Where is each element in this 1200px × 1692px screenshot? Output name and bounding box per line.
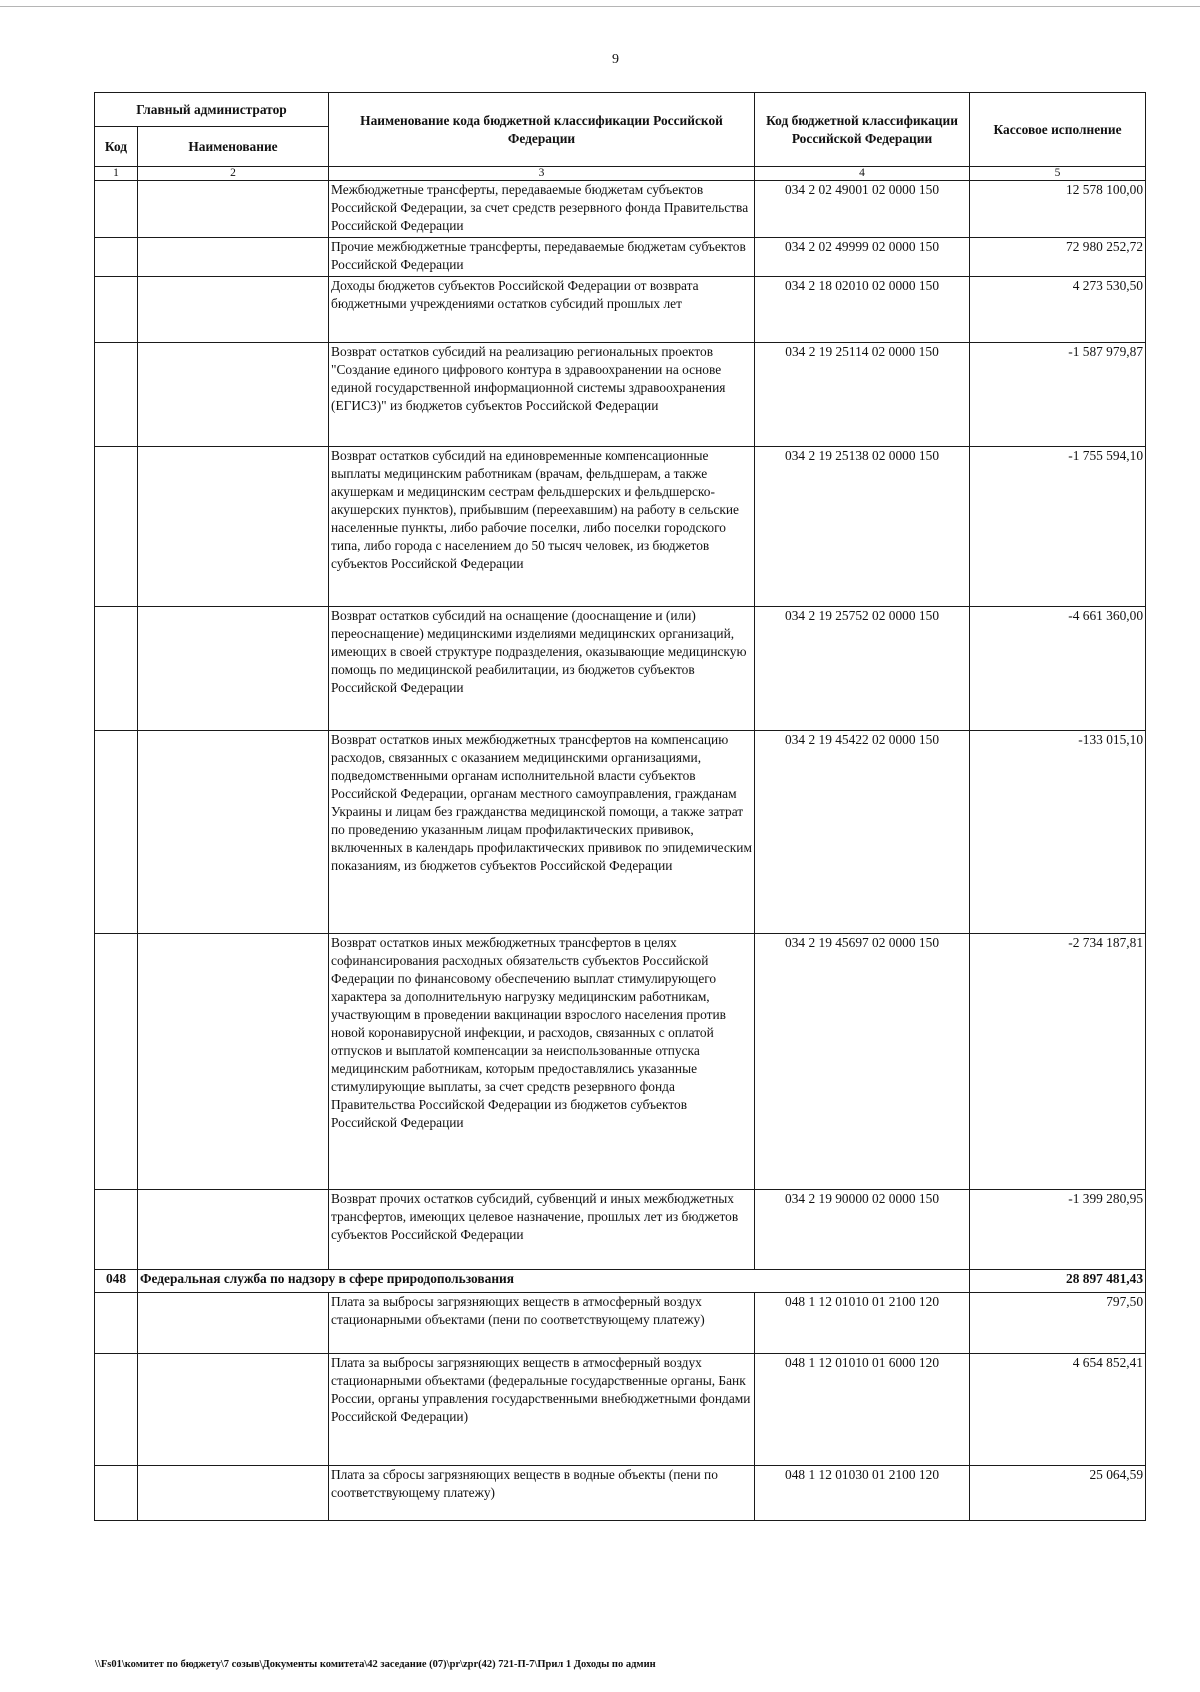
kbk-code-cell: 034 2 19 90000 02 0000 150 [755, 1190, 970, 1270]
table-row [95, 343, 1146, 447]
amount-cell: 797,50 [970, 1293, 1146, 1354]
admin-code-cell [95, 934, 138, 1190]
kbk-name-cell: Возврат остатков субсидий на единовременные компенсационные выплаты медицинским работникам (врачам, фельдшерам, а также акушеркам и медицинским сестрам фельдшерских и фельдшерско-акушерских пунктов), прибывшим (переехавшим) на работу в сельские населенные пункты, либо рабочие поселки, либо поселки городского типа, либо города с населением до 50 тысяч человек, из бюджетов субъектов Российской Федерации [329, 447, 755, 607]
kbk-code-cell: 034 2 19 25138 02 0000 150 [755, 447, 970, 607]
kbk-name-cell: Доходы бюджетов субъектов Российской Федерации от возврата бюджетными учреждениями остатков субсидий прошлых лет [329, 277, 755, 343]
kbk-code-cell: 034 2 19 45422 02 0000 150 [755, 731, 970, 934]
table-row [95, 1190, 1146, 1270]
table-row [95, 1466, 1146, 1521]
admin-name-cell [138, 343, 329, 447]
amount-cell: -4 661 360,00 [970, 607, 1146, 731]
admin-code-cell [95, 1466, 138, 1521]
admin-name: Федеральная служба по надзору в сфере природопользования [138, 1270, 970, 1293]
column-number: 2 [138, 167, 329, 181]
admin-code-cell [95, 343, 138, 447]
admin-row [95, 1270, 1146, 1293]
file-path-footer: \\Fs01\комитет по бюджету\7 созыв\Документы комитета\42 заседание (07)\pr\zpr(42) 721-П-7\Прил 1 Доходы по админ [95, 1659, 656, 1670]
header-main-admin: Главный администратор [95, 93, 329, 127]
kbk-name-cell: Плата за выбросы загрязняющих веществ в атмосферный воздух стационарными объектами (пени по соответствующему платежу) [329, 1293, 755, 1354]
kbk-name-cell: Возврат остатков субсидий на оснащение (дооснащение и (или) переоснащение) медицинскими изделиями медицинских организаций, имеющих в своей структуре подразделения, оказывающие медицинскую помощь по медицинской реабилитации, из бюджетов субъектов Российской Федерации [329, 607, 755, 731]
table-row [95, 934, 1146, 1190]
amount-cell: -2 734 187,81 [970, 934, 1146, 1190]
column-number: 3 [329, 167, 755, 181]
kbk-code-cell: 034 2 19 25114 02 0000 150 [755, 343, 970, 447]
kbk-code-cell: 048 1 12 01010 01 2100 120 [755, 1293, 970, 1354]
admin-name-cell [138, 181, 329, 238]
admin-name-cell [138, 238, 329, 277]
amount-cell: -1 399 280,95 [970, 1190, 1146, 1270]
table-row [95, 238, 1146, 277]
admin-code: 048 [95, 1270, 138, 1293]
kbk-name-cell: Плата за сбросы загрязняющих веществ в водные объекты (пени по соответствующему платежу) [329, 1466, 755, 1521]
page-number: 9 [612, 52, 619, 67]
kbk-name-cell: Возврат остатков иных межбюджетных трансфертов на компенсацию расходов, связанных с оказанием медицинскими организациями, подведомственными органам исполнительной власти субъектов Российской Федерации, органам местного самоуправления, гражданам Украины и лицам без гражданства медицинской помощи, а также затрат по проведению указанным лицам профилактических прививок, включенных в календарь профилактических прививок по эпидемическим показаниям, из бюджетов субъектов Российской Федерации [329, 731, 755, 934]
admin-name-cell [138, 1293, 329, 1354]
admin-code-cell [95, 181, 138, 238]
column-number: 1 [95, 167, 138, 181]
amount-cell: -1 755 594,10 [970, 447, 1146, 607]
amount-cell: -1 587 979,87 [970, 343, 1146, 447]
admin-code-cell [95, 607, 138, 731]
kbk-code-cell: 048 1 12 01030 01 2100 120 [755, 1466, 970, 1521]
admin-code-cell [95, 447, 138, 607]
admin-name-cell [138, 277, 329, 343]
kbk-code-cell: 034 2 19 25752 02 0000 150 [755, 607, 970, 731]
kbk-code-cell: 034 2 18 02010 02 0000 150 [755, 277, 970, 343]
header-amount: Кассовое исполнение [970, 93, 1146, 167]
kbk-code-cell: 034 2 02 49999 02 0000 150 [755, 238, 970, 277]
admin-code-cell [95, 277, 138, 343]
table-row [95, 731, 1146, 934]
amount-cell: 12 578 100,00 [970, 181, 1146, 238]
kbk-code-cell: 034 2 19 45697 02 0000 150 [755, 934, 970, 1190]
page-top-border [0, 6, 1200, 7]
admin-name-cell [138, 934, 329, 1190]
header-kbk-name: Наименование кода бюджетной классификации Российской Федерации [329, 93, 755, 167]
admin-code-cell [95, 731, 138, 934]
admin-code-cell [95, 238, 138, 277]
admin-code-cell [95, 1354, 138, 1466]
kbk-name-cell: Прочие межбюджетные трансферты, передаваемые бюджетам субъектов Российской Федерации [329, 238, 755, 277]
header-name: Наименование [138, 127, 329, 167]
amount-cell: -133 015,10 [970, 731, 1146, 934]
amount-cell: 72 980 252,72 [970, 238, 1146, 277]
kbk-name-cell: Возврат остатков иных межбюджетных трансфертов в целях софинансирования расходных обязательств субъектов Российской Федерации по финансовому обеспечению выплат стимулирующего характера за дополнительную нагрузку медицинским работникам, участвующим в проведении вакцинации взрослого населения против новой коронавирусной инфекции, и расходов, связанных с оплатой отпусков и выплатой компенсации за неиспользованные отпуска медицинским работникам, которым предоставлялись указанные стимулирующие выплаты, за счет средств резервного фонда Правительства Российской Федерации из бюджетов субъектов Российской Федерации [329, 934, 755, 1190]
table-row [95, 447, 1146, 607]
admin-name-cell [138, 1466, 329, 1521]
admin-code-cell [95, 1190, 138, 1270]
kbk-code-cell: 034 2 02 49001 02 0000 150 [755, 181, 970, 238]
kbk-name-cell: Межбюджетные трансферты, передаваемые бюджетам субъектов Российской Федерации, за счет средств резервного фонда Правительства Российской Федерации [329, 181, 755, 238]
table-row [95, 1293, 1146, 1354]
table-row [95, 1354, 1146, 1466]
amount-cell: 25 064,59 [970, 1466, 1146, 1521]
amount-cell: 4 654 852,41 [970, 1354, 1146, 1466]
revenue-table [94, 92, 1146, 1521]
column-number: 4 [755, 167, 970, 181]
admin-name-cell [138, 607, 329, 731]
admin-total: 28 897 481,43 [970, 1270, 1146, 1293]
kbk-name-cell: Плата за выбросы загрязняющих веществ в атмосферный воздух стационарными объектами (федеральные государственные органы, Банк России, органы управления государственными внебюджетными фондами Российской Федерации) [329, 1354, 755, 1466]
admin-name-cell [138, 731, 329, 934]
admin-name-cell [138, 1354, 329, 1466]
table-row [95, 607, 1146, 731]
table-row [95, 277, 1146, 343]
header-code: Код [95, 127, 138, 167]
kbk-name-cell: Возврат прочих остатков субсидий, субвенций и иных межбюджетных трансфертов, имеющих целевое назначение, прошлых лет из бюджетов субъектов Российской Федерации [329, 1190, 755, 1270]
admin-code-cell [95, 1293, 138, 1354]
column-number: 5 [970, 167, 1146, 181]
kbk-name-cell: Возврат остатков субсидий на реализацию региональных проектов "Создание единого цифрового контура в здравоохранении на основе единой государственной информационной системы здравоохранения (ЕГИСЗ)" из бюджетов субъектов Российской Федерации [329, 343, 755, 447]
kbk-code-cell: 048 1 12 01010 01 6000 120 [755, 1354, 970, 1466]
table-row [95, 181, 1146, 238]
admin-name-cell [138, 1190, 329, 1270]
admin-name-cell [138, 447, 329, 607]
amount-cell: 4 273 530,50 [970, 277, 1146, 343]
header-kbk-code: Код бюджетной классификации Российской Федерации [755, 93, 970, 167]
